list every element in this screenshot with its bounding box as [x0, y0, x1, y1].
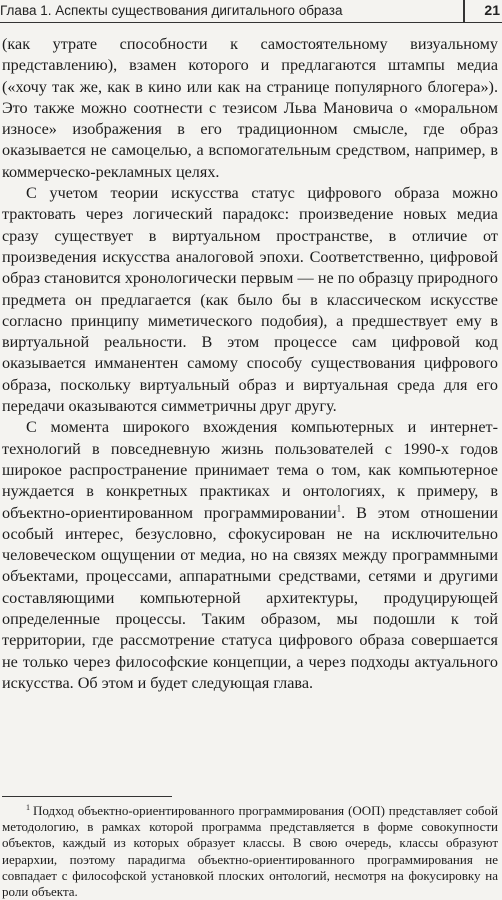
chapter-title: Глава 1. Аспекты существования дигитального образа	[0, 3, 343, 18]
page-number: 21	[484, 2, 500, 18]
footnote-text: Подход объектно-ориентированного программирования (ООП) представляет собой методологию, в рамках которой программа представляется в форме совокупности объектов, каждый из которых образует классы. В свою очередь, классы образуют иерархии, поэтому парадигма объектно-ориентированного программирования не совпадает с философской установкой плоских онтологий, несмотря на фокусировку на роли объекта.	[2, 803, 498, 900]
paragraph-3	[2, 417, 498, 694]
footnote	[2, 803, 498, 900]
footnote-reference[interactable]: 1	[336, 503, 342, 514]
header-separator	[463, 0, 465, 22]
paragraph-1: (как утрате способности к самостоятельному визуальному представлению), взамен которого и предлагаются штампы медиа («хочу так же, как в кино или как на странице популярного блогера»). Это также можно соотнести с тезисом Льва Мановича о «моральном износе» изображения в его традиционном смысле, где образ оказывается не самоцелью, а вспомогательным средством, например, в коммерческо-рекламных целях.	[2, 35, 498, 181]
footnote-divider	[2, 796, 172, 797]
running-header	[0, 0, 502, 23]
body-text	[2, 34, 498, 694]
footnote-mark: 1	[26, 802, 30, 812]
paragraph-3-text-start: С момента широкого вхождения компьютерных и интернет-технологий в повседневную жизнь пользователей с 1990-х годов широкое распространение принимает тема о том, как компьютерное нуждается в конкретных практиках и онтологиях, к примеру, в объектно-ориентированном программировании	[2, 418, 498, 522]
paragraph-2: С учетом теории искусства статус цифрового образа можно трактовать через логический парадокс: произведение новых медиа сразу существует в виртуальном пространстве, в отличие от произведения искусства аналоговой эпохи. Соответственно, цифровой образ становится хронологически первым — не по образцу природного предмета он предлагается (как было бы в классическом искусстве согласно принципу миметического подобия), а предшествует ему в виртуальной реальности. В этом процессе сам цифровой код оказывается имманентен самому способу существования цифрового образа, поскольку виртуальный образ и виртуальная среда для его передачи оказываются симметричны друг другу.	[2, 184, 498, 416]
paragraph-3-text-end: . В этом отношении особый интерес, безусловно, сфокусирован не на исключительно человеческом ощущении от медиа, но на связях между программными объектами, процессами, аппаратными средствами, сетями и другими составляющими компьютерной архитектуры, продуцирующей определенные процессы. Таким образом, мы подошли к той территории, где рассмотрение статуса цифрового образа совершается не только через философские концепции, а через подходы актуального искусства. Об этом и будет следующая глава.	[2, 503, 498, 692]
